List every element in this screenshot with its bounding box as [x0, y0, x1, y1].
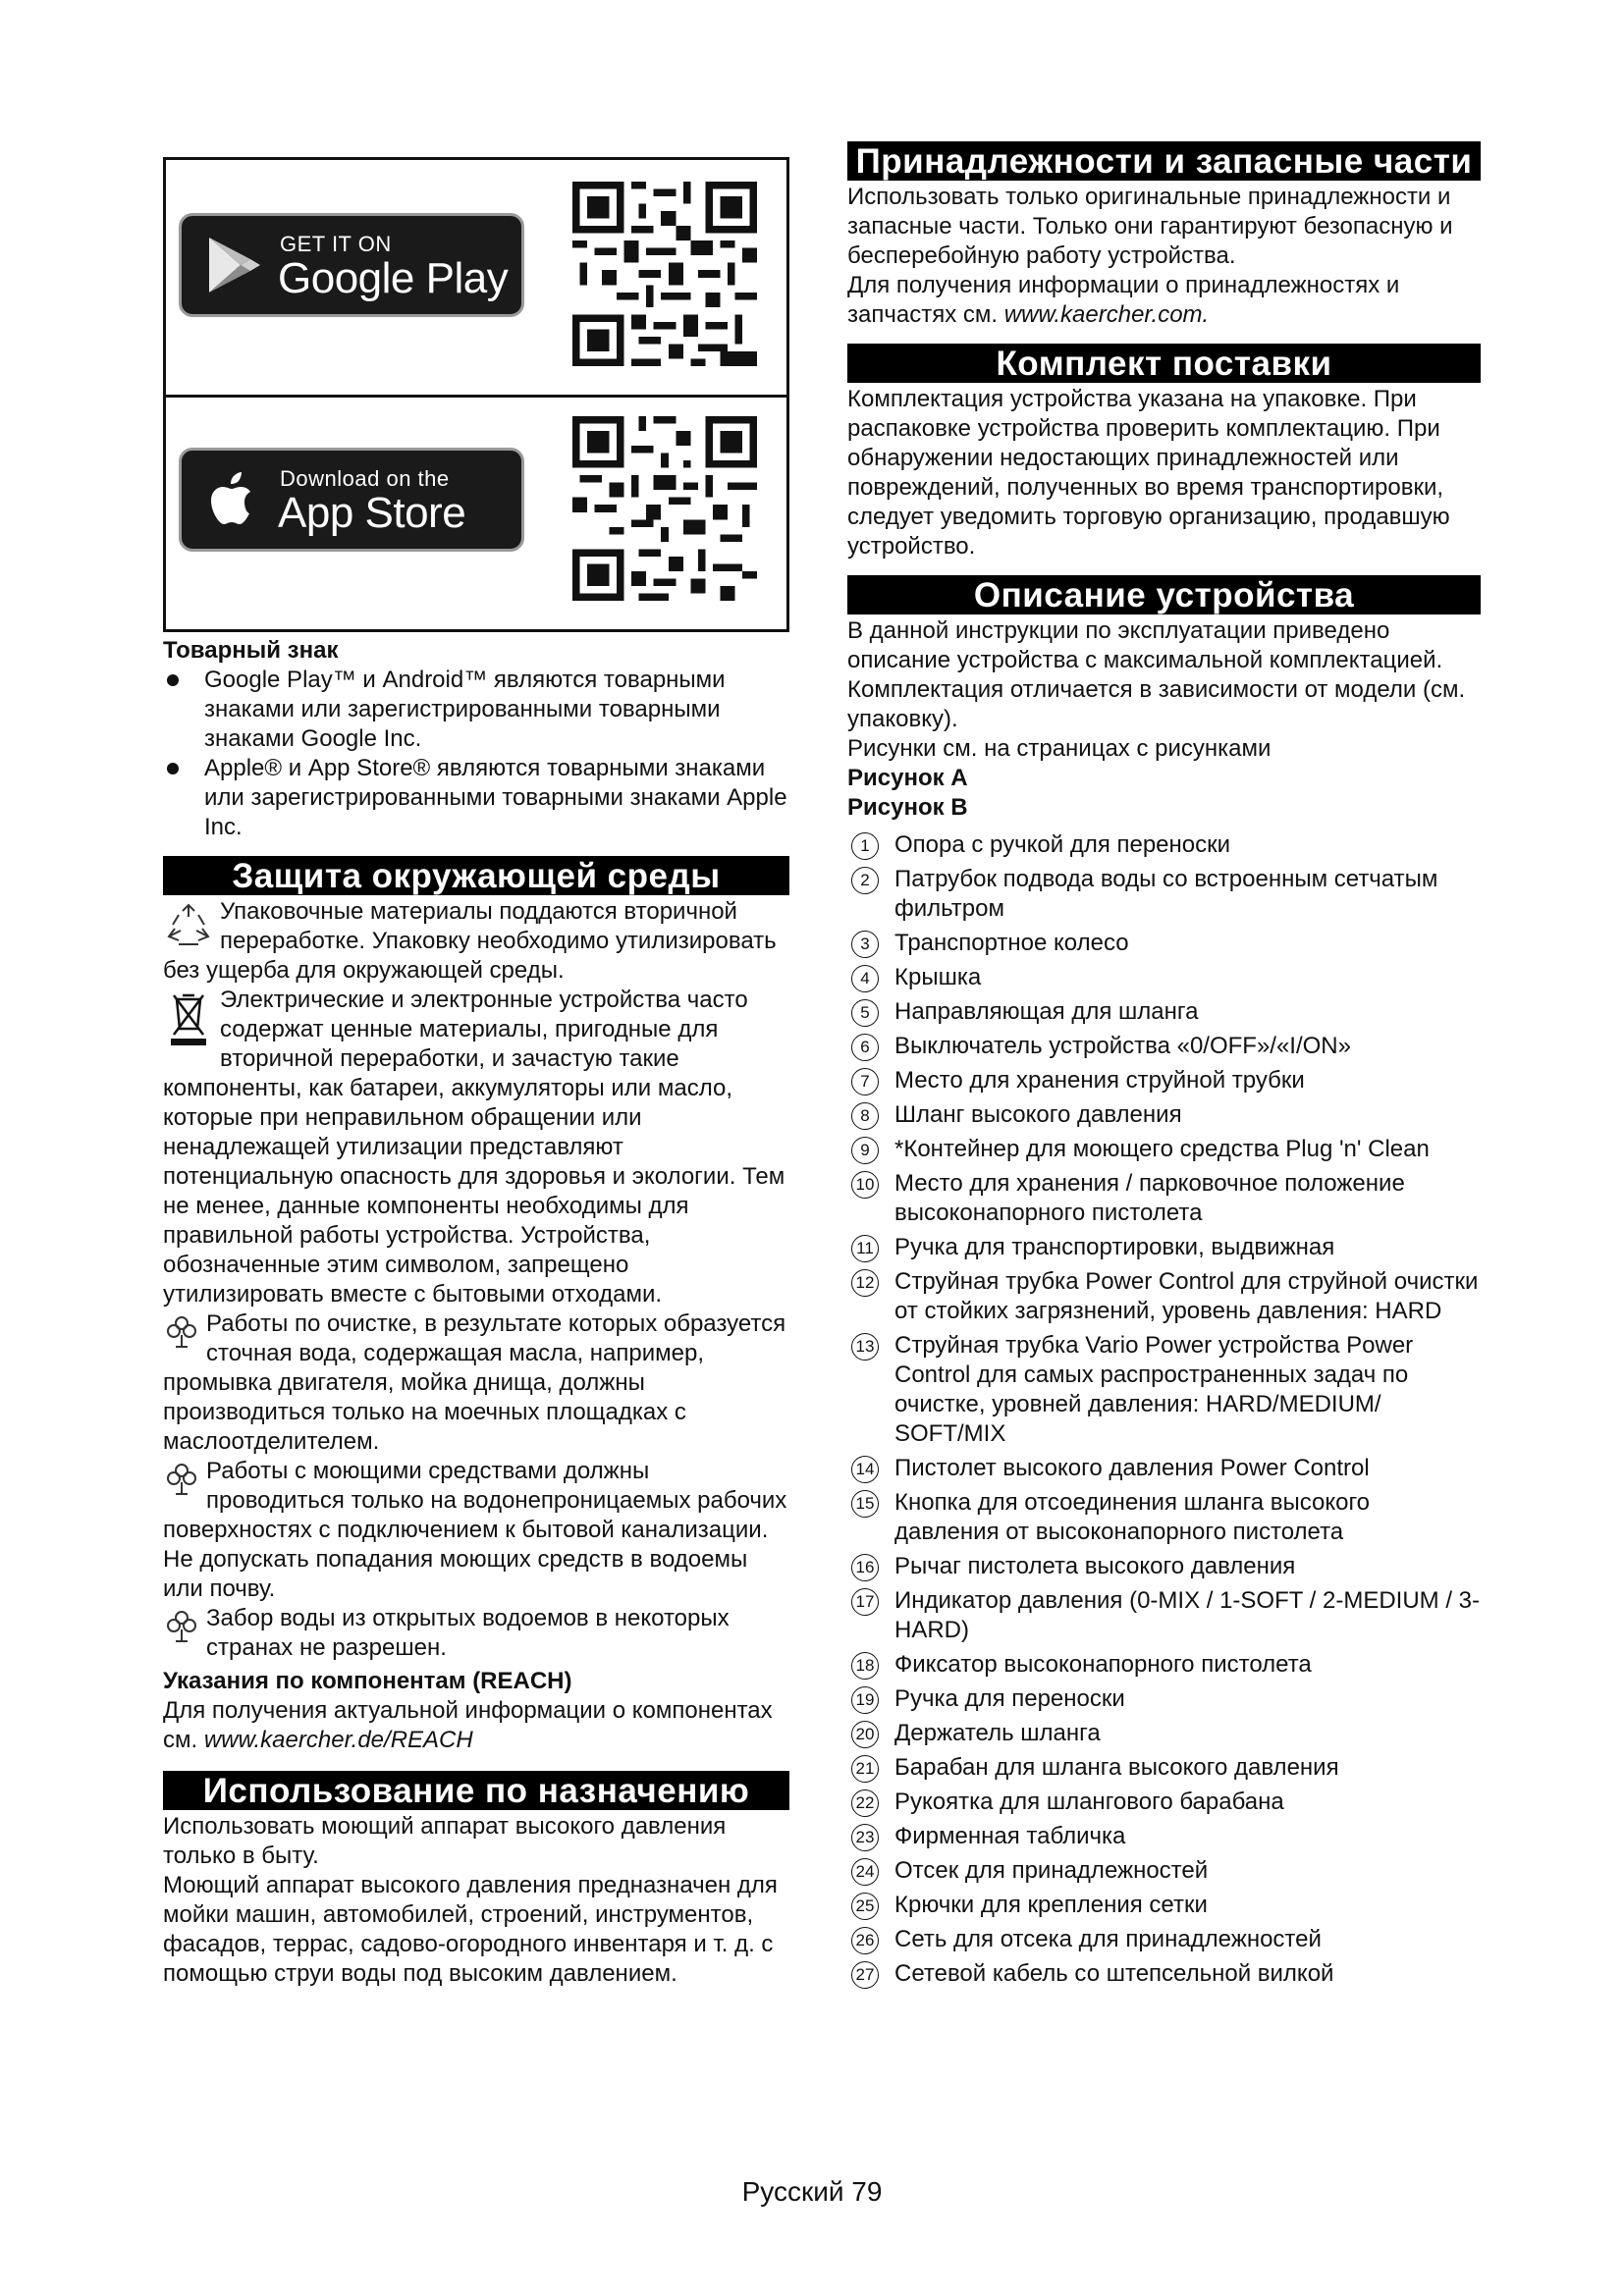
- part-item: [847, 1891, 1481, 1920]
- part-item: [847, 1135, 1481, 1164]
- accessories-heading: Принадлежности и запасные части: [847, 141, 1481, 181]
- google-play-badge[interactable]: [179, 213, 524, 317]
- description-heading: Описание устройства: [847, 575, 1481, 614]
- part-item: [847, 1066, 1481, 1095]
- right-column: [847, 141, 1481, 1994]
- part-item: [847, 1454, 1481, 1483]
- part-item: [847, 1267, 1481, 1326]
- part-text: Крышка: [894, 964, 982, 990]
- app-store-row: [166, 395, 786, 629]
- environment-p3: Работы по очистке, в результате которых образуется сточная вода, содержащая масла, например, промывка двигателя, мойка днища, должны производиться только на моечных площадках с маслоотделителем.: [163, 1310, 786, 1455]
- figure-a-label: Рисунок A: [847, 765, 968, 791]
- part-text: Транспортное колесо: [894, 930, 1129, 956]
- part-number: 24: [851, 1858, 879, 1886]
- part-text: Пистолет высокого давления Power Control: [894, 1455, 1370, 1481]
- part-number: 25: [851, 1893, 879, 1920]
- part-item: [847, 1788, 1481, 1817]
- part-item: [847, 1650, 1481, 1680]
- part-number: 10: [851, 1171, 879, 1199]
- app-store-big-text: App Store: [278, 489, 466, 537]
- part-item: [847, 1032, 1481, 1061]
- part-item: [847, 1233, 1481, 1262]
- part-number: 18: [851, 1652, 879, 1680]
- part-text: Барабан для шланга высокого давления: [894, 1754, 1339, 1781]
- google-play-row: [166, 160, 786, 398]
- part-text: Шланг высокого давления: [894, 1101, 1182, 1128]
- part-text: Место для хранения / парковочное положение высоконапорного пистолета: [894, 1170, 1405, 1226]
- environment-section: [163, 897, 789, 1755]
- part-text: Сетевой кабель со штепсельной вилкой: [894, 1960, 1334, 1987]
- part-number: 19: [851, 1686, 879, 1714]
- part-item: [847, 1856, 1481, 1886]
- figure-b-label: Рисунок B: [847, 794, 968, 821]
- part-number: 13: [851, 1333, 879, 1361]
- trademark-list: [163, 666, 789, 842]
- left-column: [163, 137, 789, 1989]
- delivery-text: Комплектация устройства указана на упаковке. При распаковке устройства проверить комплектацию. При обнаружении недостающих принадлежностей или повреждений, полученных во время транспортировки, следует уведомить торговую организацию, продавшую устройство.: [847, 386, 1450, 560]
- environment-detergent-text: [163, 1457, 789, 1604]
- footer-language: Русский: [741, 2176, 844, 2207]
- description-p1: В данной инструкции по эксплуатации приведено описание устройства с максимальной комплектацией. Комплектация отличается в зависимости от модели (см. упаковку).: [847, 617, 1466, 732]
- water-protection-icon: [165, 1461, 198, 1496]
- part-number: 14: [851, 1456, 879, 1483]
- part-item: [847, 1925, 1481, 1954]
- part-item: [847, 1959, 1481, 1989]
- part-item: [847, 1488, 1481, 1547]
- part-number: 22: [851, 1789, 879, 1817]
- part-text: Струйная трубка Power Control для струйной очистки от стойких загрязнений, уровень давления: HARD: [894, 1268, 1479, 1324]
- water-protection-icon: [165, 1608, 198, 1643]
- environment-oil-text: [163, 1309, 789, 1457]
- description-p2: Рисунки см. на страницах с рисунками: [847, 735, 1272, 762]
- accessories-link[interactable]: www.kaercher.com.: [1003, 301, 1210, 328]
- part-text: Струйная трубка Vario Power устройства Power Control для самых распространенных задач по очистке, уровней давления: HARD/MEDIUM/ SOFT/MIX: [894, 1332, 1414, 1447]
- part-item: [847, 1586, 1481, 1645]
- part-text: Фирменная табличка: [894, 1823, 1126, 1849]
- part-text: Индикатор давления (0-MIX / 1-SOFT / 2-MEDIUM / 3-HARD): [894, 1587, 1480, 1643]
- page-footer: [0, 2177, 1624, 2207]
- app-store-box: [163, 157, 789, 632]
- part-text: Крючки для крепления сетки: [894, 1892, 1208, 1918]
- part-number: 2: [851, 867, 879, 894]
- part-text: Ручка для транспортировки, выдвижная: [894, 1234, 1335, 1260]
- accessories-p1: Использовать только оригинальные принадлежности и запасные части. Только они гарантируют безопасную и бесперебойную работу устройства.: [847, 184, 1453, 269]
- google-play-small-text: GET IT ON: [280, 232, 392, 256]
- app-store-badge[interactable]: [179, 448, 524, 552]
- part-text: Отсек для принадлежностей: [894, 1857, 1209, 1884]
- environment-p2: Электрические и электронные устройства часто содержат ценные материалы, пригодные для вторичной переработки, и зачастую такие компоненты, как батареи, аккумуляторы или масло, которые при неправильном обращении или ненадлежащей утилизации представляют потенциальную опасность для здоровья и экологии. Тем не менее, данные компоненты необходимы для правильной работы устройства. Устройства, обозначенные этим символом, запрещено утилизировать вместе с бытовыми отходами.: [163, 987, 785, 1308]
- part-item: [847, 1684, 1481, 1714]
- part-item: [847, 1100, 1481, 1130]
- part-text: Место для хранения струйной трубки: [894, 1067, 1305, 1094]
- google-play-icon: [201, 234, 264, 296]
- delivery-heading: Комплект поставки: [847, 344, 1481, 383]
- water-protection-icon: [165, 1313, 198, 1349]
- part-number: 6: [851, 1034, 879, 1061]
- part-number: 15: [851, 1490, 879, 1518]
- part-number: 9: [851, 1137, 879, 1164]
- parts-list: [847, 830, 1481, 1989]
- google-play-qr-code: [572, 182, 757, 366]
- environment-weee-text: [163, 986, 789, 1309]
- accessories-p2: [847, 271, 1481, 330]
- part-number: 4: [851, 965, 879, 992]
- part-number: 1: [851, 832, 879, 860]
- part-item: [847, 1753, 1481, 1783]
- part-item: [847, 830, 1481, 860]
- part-text: Фиксатор высоконапорного пистолета: [894, 1651, 1312, 1678]
- part-text: Опора с ручкой для переноски: [894, 831, 1231, 858]
- part-item: [847, 963, 1481, 992]
- part-item: [847, 929, 1481, 958]
- footer-page-number: 79: [851, 2176, 883, 2207]
- part-number: 27: [851, 1961, 879, 1989]
- part-item: [847, 1552, 1481, 1581]
- part-number: 5: [851, 999, 879, 1027]
- part-text: Держатель шланга: [894, 1720, 1101, 1746]
- part-number: 20: [851, 1721, 879, 1748]
- reach-heading: Указания по компонентам (REACH): [163, 1668, 572, 1694]
- trademark-item: Google Play™ и Android™ являются товарными знаками или зарегистрированными товарными знаками Google Inc.: [163, 666, 789, 754]
- part-text: *Контейнер для моющего средства Plug 'n' Clean: [894, 1136, 1430, 1162]
- trademark-item: Apple® и App Store® являются товарными знаками или зарегистрированными товарными знаками Apple Inc.: [163, 754, 789, 842]
- part-text: Сеть для отсека для принадлежностей: [894, 1926, 1322, 1952]
- part-text: Ручка для переноски: [894, 1685, 1125, 1712]
- environment-water-text: [163, 1604, 789, 1663]
- part-number: 12: [851, 1269, 879, 1297]
- part-text: Рычаг пистолета высокого давления: [894, 1553, 1296, 1579]
- part-text: Кнопка для отсоединения шланга высокого давления от высоконапорного пистолета: [894, 1489, 1371, 1545]
- part-number: 26: [851, 1927, 879, 1954]
- part-text: Рукоятка для шлангового барабана: [894, 1789, 1284, 1815]
- part-number: 17: [851, 1588, 879, 1616]
- accessories-p2-body: Для получения информации о принадлежностях и запчастях см.: [847, 272, 1400, 328]
- part-item: [847, 865, 1481, 924]
- part-number: 8: [851, 1102, 879, 1130]
- part-number: 7: [851, 1068, 879, 1095]
- environment-recycling-text: [163, 897, 789, 986]
- part-number: 23: [851, 1824, 879, 1851]
- reach-text-body: Для получения актуальной информации о компонентах см.: [163, 1697, 773, 1753]
- part-item: [847, 1169, 1481, 1228]
- app-store-qr-code: [572, 416, 757, 601]
- intended-use-p2: Моющий аппарат высокого давления предназначен для мойки машин, автомобилей, строений, инструментов, фасадов, террас, садово-огородного инвентаря и т. д. с помощью струи воды под высоким давлением.: [163, 1872, 778, 1987]
- reach-link[interactable]: www.kaercher.de/REACH: [203, 1727, 473, 1753]
- part-text: Выключатель устройства «0/OFF»/«I/ON»: [894, 1033, 1351, 1059]
- trademark-section: [163, 636, 789, 842]
- part-item: [847, 1719, 1481, 1748]
- trademark-heading: Товарный знак: [163, 637, 339, 664]
- intended-use-heading: Использование по назначению: [163, 1771, 789, 1810]
- environment-p4: Работы с моющими средствами должны проводиться только на водонепроницаемых рабочих поверхностях с подключением к бытовой канализации. Не допускать попадания моющих средств в водоемы или почву.: [163, 1458, 787, 1602]
- part-text: Патрубок подвода воды со встроенным сетчатым фильтром: [894, 866, 1438, 922]
- crossed-bin-icon: [165, 989, 212, 1046]
- apple-icon: [201, 468, 264, 531]
- intended-use-p1: Использовать моющий аппарат высокого давления только в быту.: [163, 1813, 727, 1869]
- reach-text: [163, 1696, 789, 1755]
- environment-heading: Защита окружающей среды: [163, 856, 789, 895]
- app-store-small-text: Download on the: [280, 466, 450, 491]
- part-text: Направляющая для шланга: [894, 998, 1199, 1025]
- google-play-big-text: Google Play: [278, 254, 509, 302]
- recycling-icon: [165, 901, 212, 948]
- part-number: 21: [851, 1755, 879, 1783]
- environment-p5: Забор воды из открытых водоемов в некоторых странах не разрешен.: [206, 1605, 730, 1661]
- part-item: [847, 1822, 1481, 1851]
- environment-p1: Упаковочные материалы поддаются вторичной переработке. Упаковку необходимо утилизировать без ущерба для окружающей среды.: [163, 898, 777, 984]
- part-number: 11: [851, 1235, 879, 1262]
- part-number: 16: [851, 1554, 879, 1581]
- part-item: [847, 997, 1481, 1027]
- part-number: 3: [851, 931, 879, 958]
- part-item: [847, 1331, 1481, 1449]
